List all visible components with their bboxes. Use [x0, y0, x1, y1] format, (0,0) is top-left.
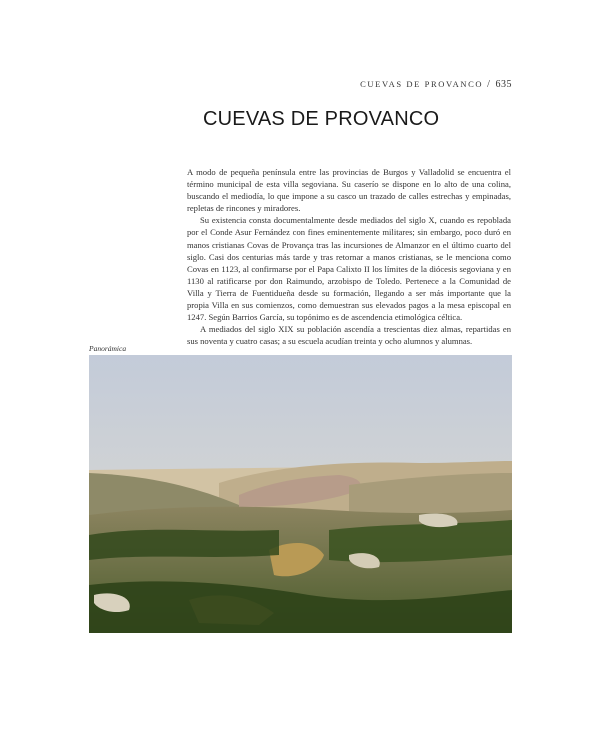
running-head — [360, 79, 512, 90]
page-title: CUEVAS DE PROVANCO — [203, 108, 440, 130]
running-head-title: CUEVAS DE PROVANCO — [360, 79, 484, 89]
running-head-separator: / — [487, 79, 492, 90]
panoramic-photo — [89, 355, 512, 633]
body-text — [187, 166, 511, 347]
figure-caption: Panorámica — [89, 344, 127, 353]
tree-band-1 — [89, 530, 279, 560]
paragraph-3: A mediados del siglo XIX su población ascendía a trescientas diez almas, repartidas en sus noventa y cuatro casas; a su escuela acudían treinta y ocho alumnos y alumnas. — [187, 324, 511, 347]
paragraph-1: A modo de pequeña península entre las provincias de Burgos y Valladolid se encuentra el término municipal de esta villa segoviana. Su caserío se dispone en lo alto de una colina, buscando el mediodía, lo que impone a su casco un trazado de calles estrechas y empinadas, repletas de rincones y miradores. — [187, 167, 511, 214]
paragraph-2: Su existencia consta documentalmente desde mediados del siglo X, cuando es repoblada por el Conde Asur Fernández con fines eminentemente militares; sin embargo, poco duró en manos cristianas Covas de Provança tras las incursiones de Almanzor en el último cuarto del siglo. Casi dos centurias más tarde y tras retornar a manos cristianas, se le menciona como Covas en 1123, al confirmarse por el Papa Calixto II los límites de la diócesis segoviana y en 1130 al ratificarse por don Raimundo, arzobispo de Toledo. Pertenece a la Comunidad de Villa y Tierra de Fuentidueña desde su formación, llegando a ser más importante que la propia Villa en sus comienzos, como demuestran sus elevados pagos a la mesa episcopal en 1247. Según Barrios García, su topónimo es de ascendencia etimológica céltica. — [187, 215, 511, 323]
page-number: 635 — [495, 79, 512, 90]
